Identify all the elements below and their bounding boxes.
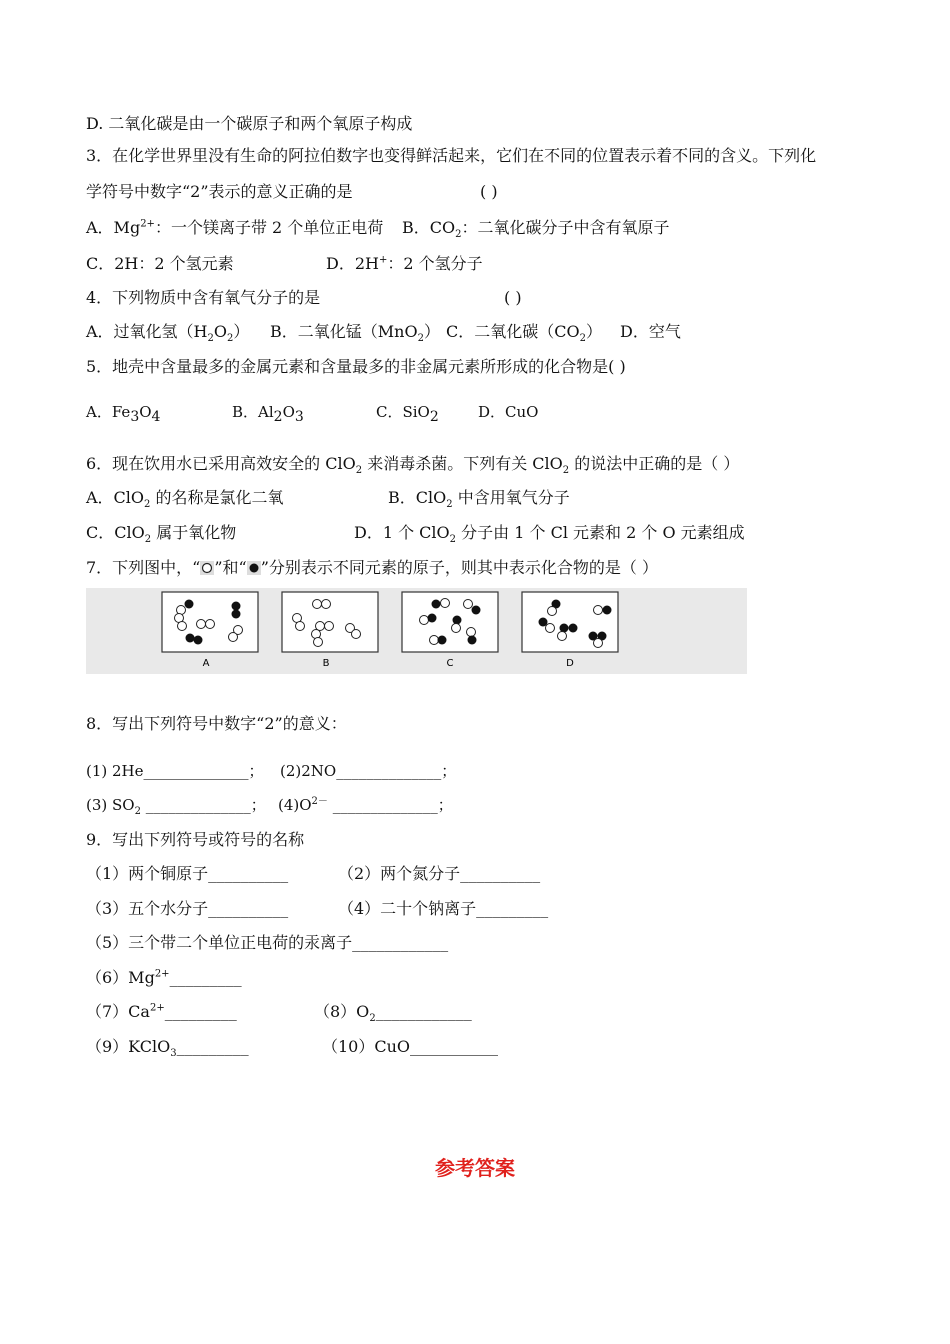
- q3-stem-text: 学符号中数字“2”表示的意义正确的是: [86, 182, 353, 201]
- q8-row1: [86, 761, 457, 781]
- q8-blank-1[interactable]: (1) 2He______________；: [86, 762, 264, 780]
- q9-row6: [86, 1037, 499, 1060]
- q9-row1: [86, 864, 541, 884]
- q3-option-a[interactable]: A．$Mg^{2+}$：一个镁离子带 2 个单位正电荷: [86, 218, 384, 237]
- q3-option-b[interactable]: B．$CO_2$：二氧化碳分子中含有氧原子: [402, 218, 670, 241]
- q7-label-d: D: [566, 658, 574, 669]
- q5-option-b[interactable]: B．$Al_2O_3$: [232, 403, 304, 425]
- q9-blank-8[interactable]: $(8)O_2\_\_\_\_\_\_\_\_\_\_\_\_$: [314, 1002, 472, 1025]
- q5-option-d[interactable]: D．CuO: [478, 403, 539, 421]
- q7-label-a: A: [202, 658, 210, 669]
- q3-options-ab: [86, 218, 670, 241]
- q6-options-cd: [86, 523, 745, 546]
- q5-option-c[interactable]: C．SiO$_2$: [376, 403, 439, 425]
- q7-label-c: C: [446, 658, 454, 669]
- q3-option-c[interactable]: C．2H：2 个氢元素: [86, 254, 234, 273]
- q7-box-a[interactable]: [162, 592, 258, 652]
- q9-blank-3[interactable]: （3）五个水分子__________: [86, 899, 289, 918]
- q6-stem: 6．现在饮用水已采用高效安全的 ClO$_2$ 来消毒杀菌。下列有关 ClO$_2$ 的说法中正确的是（ ）: [86, 454, 740, 477]
- q8-row2: [86, 795, 453, 817]
- q4-option-c[interactable]: C．二氧化碳$(CO_2)$: [446, 322, 602, 345]
- q8-blank-2[interactable]: (2)2NO______________；: [280, 762, 457, 780]
- q5-options: [86, 402, 539, 425]
- q9-stem: 9．写出下列符号或符号的名称: [86, 830, 305, 849]
- q6-option-c[interactable]: C．ClO$_2$ 属于氧化物: [86, 523, 237, 546]
- q4-option-b[interactable]: B．二氧化锰（MnO$_2$）: [270, 322, 440, 345]
- q2-option-d: [86, 114, 412, 134]
- q6-option-d[interactable]: D．1 个 ClO$_2$ 分子由 1 个 Cl 元素和 2 个 O 元素组成: [354, 523, 745, 546]
- q7-label-b: B: [322, 658, 330, 669]
- q5-option-a[interactable]: A．$Fe_3O_4$: [86, 403, 161, 425]
- q9-blank-4[interactable]: （4）二十个钠离子_________: [338, 899, 549, 918]
- q3-stem-line2: [86, 182, 498, 202]
- q5-stem: 5．地壳中含量最多的金属元素和含量最多的非金属元素所形成的化合物是( ): [86, 357, 626, 376]
- q7-molecule-diagrams: [86, 588, 747, 674]
- q9-row3: [86, 933, 448, 953]
- q8-stem: 8．写出下列符号中数字“2”的意义：: [86, 714, 347, 733]
- q8-blank-3[interactable]: (3) $SO_2$ ______________；: [86, 796, 266, 817]
- q4-option-d[interactable]: D．空气: [620, 322, 681, 341]
- q4-options: [86, 322, 681, 345]
- q9-row2: [86, 899, 549, 919]
- q9-row5: [86, 1002, 472, 1025]
- q9-blank-1[interactable]: （1）两个铜原子__________: [86, 864, 289, 883]
- q3-stem-line1: 3．在化学世界里没有生命的阿拉伯数字也变得鲜活起来，它们在不同的位置表示着不同的含义。下列化: [86, 146, 817, 165]
- q2-option-d-text: D. 二氧化碳是由一个碳原子和两个氧原子构成: [86, 114, 413, 133]
- q3-option-d[interactable]: D．2H+：2 个氢分子: [326, 254, 483, 273]
- q9-blank-2[interactable]: （2）两个氮分子__________: [338, 864, 541, 883]
- q9-row4: [86, 968, 242, 988]
- q6-options-ab: [86, 488, 570, 511]
- q7-stem: 7．下列图中，“ ”和“ ”分别表示不同元素的原子，则其中表示化合物的是（ ）: [86, 558, 659, 577]
- q9-blank-9[interactable]: （9）KClO$_3$_________: [86, 1037, 249, 1060]
- q7-molecule-figure: [86, 588, 747, 674]
- q9-blank-10[interactable]: （10）CuO___________: [322, 1037, 499, 1056]
- q7-box-b[interactable]: [282, 592, 378, 652]
- q9-blank-7[interactable]: $(7)Ca^{2+}\_\_\_\_\_\_\_\_\_$: [86, 1002, 237, 1021]
- q4-option-a[interactable]: A．过氧化氢$(H_2O_2)$: [86, 322, 250, 345]
- q9-blank-5[interactable]: （5）三个带二个单位正电荷的汞离子____________: [86, 933, 449, 952]
- white-atom-icon: [200, 561, 214, 575]
- q4-stem-line: [86, 288, 522, 308]
- q6-option-a[interactable]: A．ClO$_2$ 的名称是氯化二氧: [86, 488, 284, 511]
- q8-blank-4[interactable]: $(4)O^{2-}$ ______________；: [278, 796, 453, 814]
- answer-section-title: 参考答案: [435, 1156, 515, 1180]
- q6-option-b[interactable]: B．ClO$_2$ 中含用氧气分子: [388, 488, 570, 511]
- black-atom-icon: [247, 561, 261, 575]
- q3-options-cd: [86, 254, 483, 274]
- q3-answer-paren: ( ): [480, 182, 498, 201]
- q9-blank-6[interactable]: $(6)Mg^{2+}\_\_\_\_\_\_\_\_\_$: [86, 968, 242, 987]
- q4-stem-text: 4．下列物质中含有氧气分子的是: [86, 288, 321, 307]
- q4-answer-paren: ( ): [504, 288, 522, 307]
- q7-box-c[interactable]: [402, 592, 498, 652]
- q7-box-d[interactable]: [522, 592, 618, 652]
